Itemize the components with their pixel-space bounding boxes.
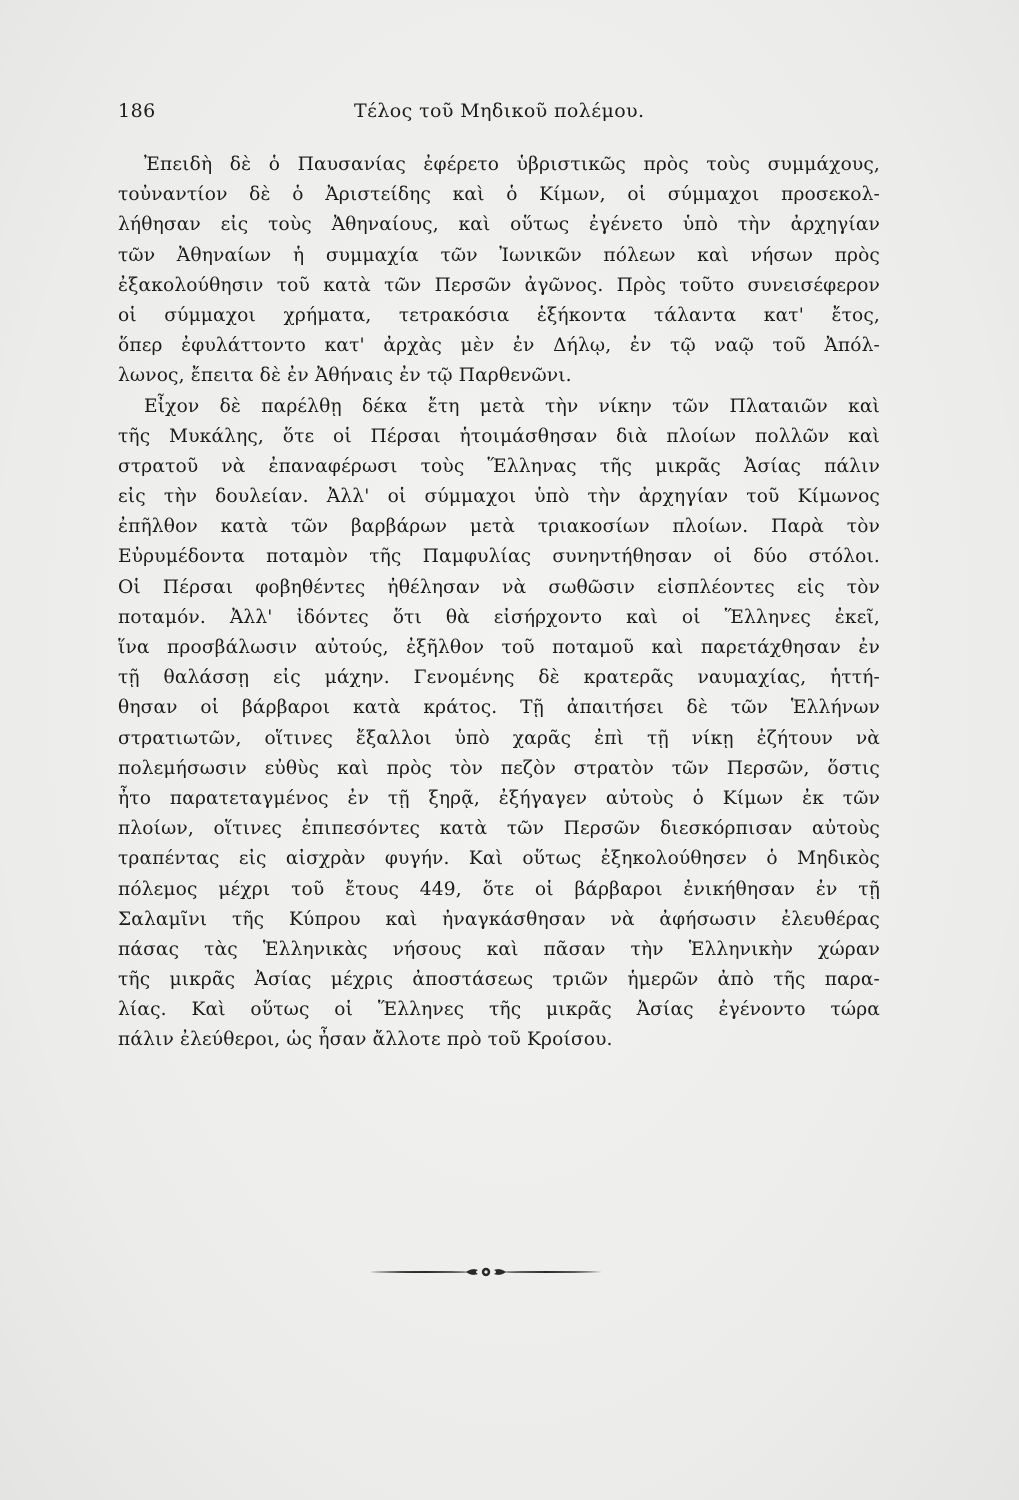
text-line: Εὐρυμέδοντα ποταμὸν τῆς Παμφυλίας συνηντήθησαν οἱ δύο στόλοι. xyxy=(118,546,880,568)
text-line: πάλιν ἐλεύθεροι, ὡς ἦσαν ἄλλοτε πρὸ τοῦ Κροίσου. xyxy=(118,1029,613,1051)
text-line: ποταμόν. Ἀλλ' ἰδόντες ὅτι θὰ εἰσήρχοντο καὶ οἱ Ἕλληνες ἐκεῖ, xyxy=(118,606,880,628)
text-line: στρατιωτῶν, οἵτινες ἔξαλλοι ὑπὸ χαρᾶς ἐπὶ τῇ νίκῃ ἐζήτουν νὰ xyxy=(118,727,880,749)
text-line: εἰς τὴν δουλείαν. Ἀλλ' οἱ σύμμαχοι ὑπὸ τὴν ἀρχηγίαν τοῦ Κίμωνος xyxy=(118,486,880,508)
text-line: τῆς Μυκάλης, ὅτε οἱ Πέρσαι ἡτοιμάσθησαν διὰ πλοίων πολλῶν καὶ xyxy=(118,425,880,447)
text-line: τραπέντας εἰς αἰσχρὰν φυγήν. Καὶ οὕτως ἐξηκολούθησεν ὁ Μηδικὸς xyxy=(118,848,880,870)
text-line: πολεμήσωσιν εὐθὺς καὶ πρὸς τὸν πεζὸν στρατὸν τῶν Περσῶν, ὅστις xyxy=(118,757,880,779)
page-header xyxy=(118,100,878,130)
text-line: στρατοῦ νὰ ἐπαναφέρωσι τοὺς Ἕλληνας τῆς μικρᾶς Ἀσίας πάλιν xyxy=(118,455,880,477)
text-line: τῆς μικρᾶς Ἀσίας μέχρις ἀποστάσεως τριῶν ἡμερῶν ἀπὸ τῆς παρα- xyxy=(118,969,880,991)
running-title: Τέλος τοῦ Μηδικοῦ πολέμου. xyxy=(354,100,645,122)
text-line: Εἶχον δὲ παρέλθῃ δέκα ἔτη μετὰ τὴν νίκην τῶν Πλαταιῶν καὶ xyxy=(144,395,880,417)
paragraph-1 xyxy=(118,150,880,392)
text-line: ἦτο παρατεταγμένος ἐν τῇ ξηρᾷ, ἐξήγαγεν αὐτοὺς ὁ Κίμων ἐκ τῶν xyxy=(118,787,880,809)
text-line: Οἱ Πέρσαι φοβηθέντες ἠθέλησαν νὰ σωθῶσιν εἰσπλέοντες εἰς τὸν xyxy=(118,576,880,598)
text-line: τῇ θαλάσσῃ εἰς μάχην. Γενομένης δὲ κρατερᾶς ναυμαχίας, ἡττή- xyxy=(118,667,880,689)
text-line: λίας. Καὶ οὕτως οἱ Ἕλληνες τῆς μικρᾶς Ἀσίας ἐγένοντο τώρα xyxy=(118,999,880,1021)
text-line: ἐπῆλθον κατὰ τῶν βαρβάρων μετὰ τριακοσίων πλοίων. Παρὰ τὸν xyxy=(118,516,880,538)
text-line: λωνος, ἔπειτα δὲ ἐν Ἀθήναις ἐν τῷ Παρθενῶνι. xyxy=(118,365,572,387)
body-text xyxy=(118,150,880,1056)
text-line: ἐξακολούθησιν τοῦ κατὰ τῶν Περσῶν ἀγῶνος. Πρὸς τοῦτο συνεισέφερον xyxy=(118,274,880,296)
paragraph-2 xyxy=(118,392,880,1056)
text-line: πάσας τὰς Ἑλληνικὰς νήσους καὶ πᾶσαν τὴν Ἑλληνικὴν χώραν xyxy=(118,938,880,960)
text-line: Ἐπειδὴ δὲ ὁ Παυσανίας ἐφέρετο ὑβριστικῶς πρὸς τοὺς συμμάχους, xyxy=(144,154,880,175)
text-line: οἱ σύμμαχοι χρήματα, τετρακόσια ἑξήκοντα τάλαντα κατ' ἔτος, xyxy=(118,304,880,326)
text-line: λήθησαν εἰς τοὺς Ἀθηναίους, καὶ οὕτως ἐγένετο ὑπὸ τὴν ἀρχηγίαν xyxy=(118,214,880,236)
text-line: ὅπερ ἐφυλάττοντο κατ' ἀρχὰς μὲν ἐν Δήλῳ, ἐν τῷ ναῷ τοῦ Ἀπόλ- xyxy=(118,335,880,357)
section-end-ornament-icon xyxy=(368,1264,604,1280)
text-line: θησαν οἱ βάρβαροι κατὰ κράτος. Τῇ ἀπαιτήσει δὲ τῶν Ἑλλήνων xyxy=(118,697,880,719)
text-line: τοὐναντίον δὲ ὁ Ἀριστείδης καὶ ὁ Κίμων, οἱ σύμμαχοι προσεκολ- xyxy=(118,184,880,206)
page-number: 186 xyxy=(118,100,156,122)
text-line: ἵνα προσβάλωσιν αὐτούς, ἐξῆλθον τοῦ ποταμοῦ καὶ παρετάχθησαν ἐν xyxy=(118,637,880,658)
text-line: πόλεμος μέχρι τοῦ ἔτους 449, ὅτε οἱ βάρβαροι ἐνικήθησαν ἐν τῇ xyxy=(118,878,880,900)
text-line: πλοίων, οἵτινες ἐπιπεσόντες κατὰ τῶν Περσῶν διεσκόρπισαν αὐτοὺς xyxy=(118,818,880,840)
text-line: τῶν Ἀθηναίων ἡ συμμαχία τῶν Ἰωνικῶν πόλεων καὶ νήσων πρὸς xyxy=(118,244,880,266)
text-line: Σαλαμῖνι τῆς Κύπρου καὶ ἠναγκάσθησαν νὰ ἀφήσωσιν ἐλευθέρας xyxy=(118,908,880,930)
